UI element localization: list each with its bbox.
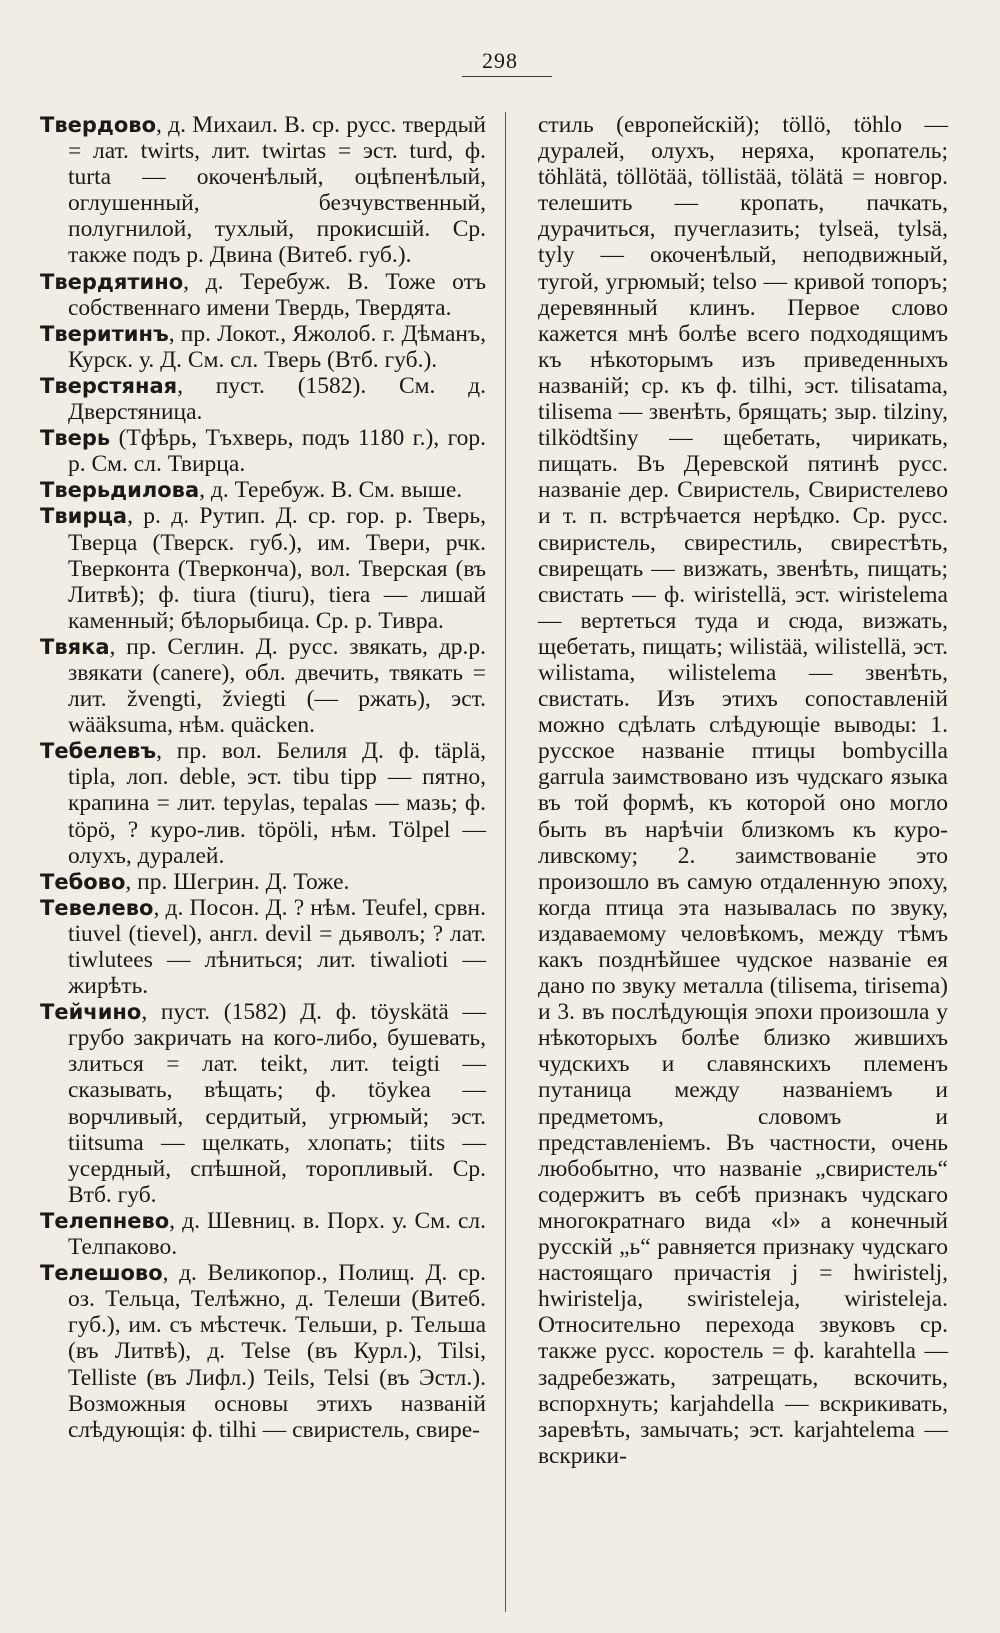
continued-entry-text: стиль (европейскій); töllö, töhlo — дуралей, олухъ, неряха, кропатель; töhlätä, töllötää, töllistää, tölätä = новгор. телешить — кропать, пачкать, дурачиться, пучеглазить; tylseä, tylsä, tyly — окоченѣлый, неподвижный, тугой, угрюмый; telso — кривой топоръ; деревянный клинъ. Первое слово кажется мнѣ болѣе всего подходящимъ къ нѣкоторымъ изъ приведенныхъ названій; ср. къ ф. tilhi, эст. tilisatama, tilisema — звенѣть, брящать; зыр. tilziny, tilködtšiny — щебетать, чирикать, пищать. Въ Деревской пятинѣ русс. названіе дер. Свиристель, Свиристелево и т. п. встрѣчается нерѣдко. Ср. русс. свиристель, свирестиль, свирестѣть, свирещать — визжать, звенѣть, пищать; свистать — ф. wiristellä, эст. wiristelema — вертеться туда и сюда, визжать, щебетать, пищать; wilistää, wilistellä, эст. wilistama, wilistelema — звенѣть, свистать. Изъ этихъ сопоставленій можно сдѣлать слѣдующіе выводы: 1. русское названіе птицы bombycilla garrula заимствовано изъ чудскаго языка въ той формѣ, къ которой оно могло быть въ нарѣчіи близкомъ къ куро-ливскому; 2. заимствованіе это произошло въ самую отдаленную эпоху, когда птица эта называлась по звуку, издаваемому человѣкомъ, между тѣмъ какъ позднѣйшее чудское названіе ея дано по звуку металла (tilisema, tirisema) и 3. въ послѣдующія эпохи произошла у нѣкоторыхъ болѣе близко жившихъ чудскихъ и славянскихъ племенъ путаница между названіемъ и предметомъ, словомъ и представленіемъ. Въ частности, очень любобытно, что названіе „свиристель“ содержитъ въ себѣ признакъ чудскаго многократнаго вида «l» а конечный русскій „ь“ равняется признаку чудскаго настоящаго причастія j = hwiristelj, hwiristelja, swiristeleja, wiristeleja. Относительно перехода звуковъ ср. также русс. коростель = ф. karahtella — задребезжать, затрещать, вскочить, вспорхнуть; karjahdella — вскрикивать, заревѣть, замычать; эст. karjahtelema — вскрики- [538,112,948,1469]
dictionary-entry [40,269,486,321]
entry-headword: Телепнево [40,1208,170,1233]
dictionary-entry [40,999,486,1208]
dictionary-entry [40,425,486,477]
entry-headword: Тверитинъ [40,321,169,346]
entry-headword: Тверстяная [40,373,178,398]
dictionary-entry [40,738,486,868]
entry-headword: Тевелево [40,895,154,920]
entry-text: , пуст. (1582). См. д. Дверстяница. [68,372,486,426]
page-number-rule [462,76,552,77]
entry-headword: Твердово [40,113,156,137]
dictionary-entry [40,373,486,425]
left-column [40,112,486,1443]
entry-text: (Тфѣрь, Тъхверь, подъ 1180 г.), гор. р. См. сл. Твирца. [68,425,486,478]
dictionary-entry [40,321,486,373]
entry-text: , пр. Шегрин. Д. Тоже. [125,868,350,895]
entry-headword: Твердятино [40,269,184,294]
entry-headword: Тверь [40,426,111,451]
entry-text: , д. Теребуж. В. См. выше. [199,477,463,504]
entry-headword: Твяка [40,634,110,659]
dictionary-entry [40,895,486,999]
entry-headword: Тебелевъ [40,739,157,764]
dictionary-entry [40,634,486,738]
entry-text: , д. Теребуж. В. Тоже отъ собственнаго имени Твердь, Твердята. [68,268,486,321]
right-column [538,112,948,1469]
entry-headword: Тебово [40,869,126,894]
entry-headword: Тейчино [40,1000,142,1025]
entry-text: , пр. Сеглин. Д. русс. звякать, др.р. звякати (canere), обл. двечить, твякать = лит. žvengti, žviegti (— ржать), эст. wääksuma, нѣм. quäcken. [68,633,486,739]
entry-headword: Тверьдилова [40,478,200,503]
entry-text: , д. Михаил. В. ср. русс. твердый = лат. twirts, лит. twirtas = эст. turd, ф. turta — окоченѣлый, оцѣпенѣлый, оглушенный, безчувственный, полугнилой, тухлый, прокисшій. Ср. также подъ р. Двина (Витеб. губ.). [68,112,486,269]
dictionary-entry [40,1208,486,1260]
entry-text: , пр. вол. Белиля Д. ф. täplä, tipla, лоп. deble, эст. tibu tipp — пятно, крапина = лит. tepylas, tepalas — мазь; ф. töpö, ? куро-лив. töpöli, нѣм. Tölpel — олухъ, дуралей. [68,738,486,869]
entry-text: , пр. Локот., Яжолоб. г. Дѣманъ, Курск. у. Д. См. сл. Тверь (Втб. губ.). [68,320,486,373]
dictionary-entry [40,503,486,633]
dictionary-entry [40,112,486,269]
entry-headword: Телешово [40,1261,163,1286]
entry-text: , р. д. Рутип. Д. ср. гор. р. Тверь, Тверца (Тверск. губ.), им. Твери, рчк. Тверконта (Тверконча), вол. Тверская (въ Литвѣ); ф. tiura (tiuru), tiera — лишай каменный; бѣлорыбица. Ср. р. Тивра. [68,503,486,634]
column-divider [505,112,506,1612]
dictionary-entry [40,477,486,503]
entry-text: , д. Великопор., Полищ. Д. ср. оз. Тельца, Телѣжно, д. Телеши (Витеб. губ.), им. съ мѣстечк. Тельши, р. Тельша (въ Литвѣ), д. Telse (въ Курл.), Tilsi, Telliste (въ Лифл.) Teils, Telsi (въ Эстл.). Возможныя основы этихъ названій слѣдующія: ф. tilhi — свиристель, свире- [68,1260,486,1443]
dictionary-entry [40,1260,486,1443]
entry-text: , д. Посон. Д. ? нѣм. Teufel, срвн. tiuvel (tievel), англ. devil = дьяволъ; ? лат. tiwlutees — лѣниться; лит. tiwalioti — жирѣть. [68,894,486,1000]
entry-text: , пуст. (1582) Д. ф. töyskätä — грубо закричать на кого-либо, бушевать, злиться = лат. teikt, лит. teigti — сказывать, вѣщать; ф. töykea — ворчливый, сердитый, угрюмый; эст. tiitsuma — щелкать, хлопать; tiits — усердный, спѣшной, торопливый. Ср. Втб. губ. [68,999,486,1208]
entry-text: , д. Шевниц. в. Порх. у. См. сл. Телпаково. [68,1207,486,1261]
entry-headword: Твирца [40,504,128,529]
dictionary-entry [40,869,486,895]
page-number: 298 [482,48,518,73]
